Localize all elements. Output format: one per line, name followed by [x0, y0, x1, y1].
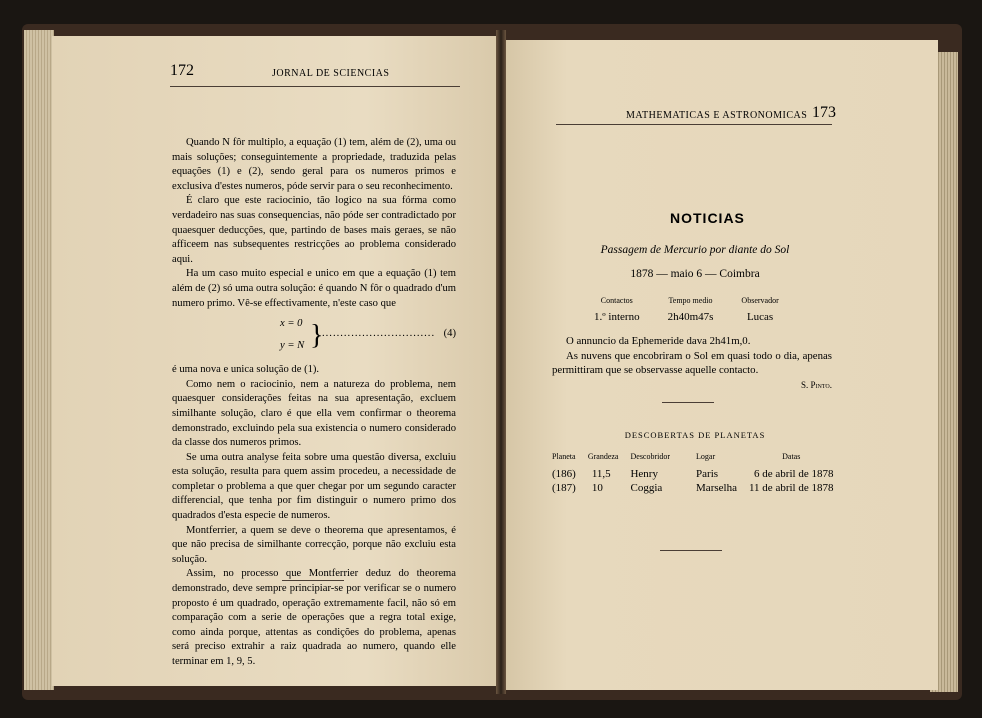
equation-line: y = N — [280, 340, 305, 352]
planet-cell: Marselha — [696, 482, 737, 494]
table-row — [580, 311, 793, 323]
planet-cell: 6 de abril de 1878 — [754, 468, 834, 480]
header-rule-left — [170, 86, 460, 87]
obs-cell: Lucas — [746, 311, 774, 323]
planet-cell: (186) — [552, 468, 576, 480]
paragraph: Ha um caso muito especial e unico em que a equação (1) tem além de (2) só uma outra solução: é quando N fôr o quadrado d'um numero primo. Vê-se effectivamente, n'este caso que — [172, 268, 456, 309]
table-row — [546, 467, 839, 481]
obs-header: Tempo medio — [668, 296, 713, 305]
paragraph: O annuncio da Ephemeride dava 2h41m,0. — [566, 335, 751, 347]
planet-cell: Paris — [696, 468, 719, 480]
planets-title: DESCOBERTAS DE PLANETAS — [624, 430, 766, 440]
planet-header: Logar — [696, 452, 716, 461]
planet-cell: 11 de abril de 1878 — [748, 482, 834, 494]
equation-number: (4) — [443, 328, 456, 340]
paragraph: é uma nova e unica solução de (1). — [172, 364, 320, 376]
left-body-text — [172, 136, 456, 670]
obs-header: Observador — [741, 296, 779, 305]
obs-cell: 1.º interno — [594, 311, 640, 323]
observation-table — [580, 296, 793, 323]
paragraph: Assim, no processo que Montferrier deduz do theorema demonstrado, deve sempre principiar-se por verificar se o numero proposto é um quadrado, operação extremamente facil, não só em comparação com a serie de operações que a regra total exige, como ainda porque, attentas as condições do problema, apenas será preciso extrahir a raiz quadrada ao numero, quando elle terminar em 1, 9, 5. — [172, 568, 456, 667]
planet-header: Grandeza — [587, 452, 619, 461]
signature: S. Pinto. — [801, 379, 832, 390]
end-rule-left — [282, 580, 344, 581]
paragraph: As nuvens que encobriram o Sol em quasi todo o dia, apenas permittiram que se observasse aquelle contacto. — [552, 349, 832, 376]
page-number-left: 172 — [170, 62, 194, 79]
planet-header: Descobridor — [630, 452, 671, 461]
header-rule-right — [556, 124, 832, 125]
table-row — [546, 481, 839, 495]
end-rule-right — [660, 550, 722, 551]
separator-rule — [662, 402, 714, 403]
notice-title: NOTICIAS — [670, 210, 745, 226]
equation-leader-dots: ............................... — [322, 328, 436, 340]
paragraph: Como nem o raciocinio, nem a natureza do problema, nem quaesquer considerações feitas na sua apresentação, excluem similhante solução, claro é que ella vem confirmar o theorema demonstrado, excluindo pela sua existencia o numero considerado da classe dos numeros primos. — [172, 378, 456, 449]
page-number-right: 173 — [812, 104, 836, 121]
planet-cell: Henry — [630, 468, 658, 480]
paragraph: Quando N fôr multiplo, a equação (1) tem, além de (2), uma ou mais soluções; conseguintemente a propriedade, traduzida pelas equações (1) e (2), sendo geral para os numeros primos e exclusiva d'estes numeros, póde servir para o seu reconhecimento. — [172, 137, 456, 192]
planet-cell: 10 — [591, 482, 603, 494]
obs-cell: 2h40m47s — [667, 311, 714, 323]
paragraph: Se uma outra analyse feita sobre uma questão diversa, excluiu esta solução, resulta para quem assim procedeu, a necessidade de completar o problema a que quer chegar por um segundo caracter differencial, que tenha por fim distinguir o numero primo dos quadrados d'esta especie de numeros. — [172, 451, 456, 522]
page-edges-left — [24, 30, 54, 690]
planet-header: Datas — [782, 452, 801, 461]
planet-cell: 11,5 — [591, 468, 611, 480]
notice-subtitle: Passagem de Mercurio por diante do Sol — [600, 244, 790, 256]
running-head-right: MATHEMATICAS E ASTRONOMICAS — [626, 110, 808, 121]
notice-text — [552, 334, 832, 392]
book-spine — [496, 30, 506, 694]
equation-line: x = 0 — [280, 318, 303, 330]
notice-date: 1878 — maio 6 — Coimbra — [630, 268, 760, 280]
equation-brace: } — [310, 320, 324, 352]
planet-cell: (187) — [552, 482, 576, 494]
obs-header: Contactos — [600, 296, 633, 305]
paragraph: Montferrier, a quem se deve o theorema que apresentamos, é que não precisa de similhante correcção, porque não excluiu esta solução. — [172, 524, 456, 565]
planet-cell: Coggia — [630, 482, 663, 494]
paragraph: É claro que este raciocinio, tão logico na sua fórma como verdadeiro nas suas consequencias, não póde ser contradictado por quaesquer deducções, que, partindo de bases mais geraes, se não afficeem nas subsequentes restricções ao problema considerado aqui. — [172, 195, 456, 265]
planet-header: Planeta — [552, 452, 576, 461]
planets-table — [546, 452, 839, 495]
running-head-left: JORNAL DE SCIENCIAS — [272, 68, 390, 79]
equation-block — [172, 317, 456, 355]
